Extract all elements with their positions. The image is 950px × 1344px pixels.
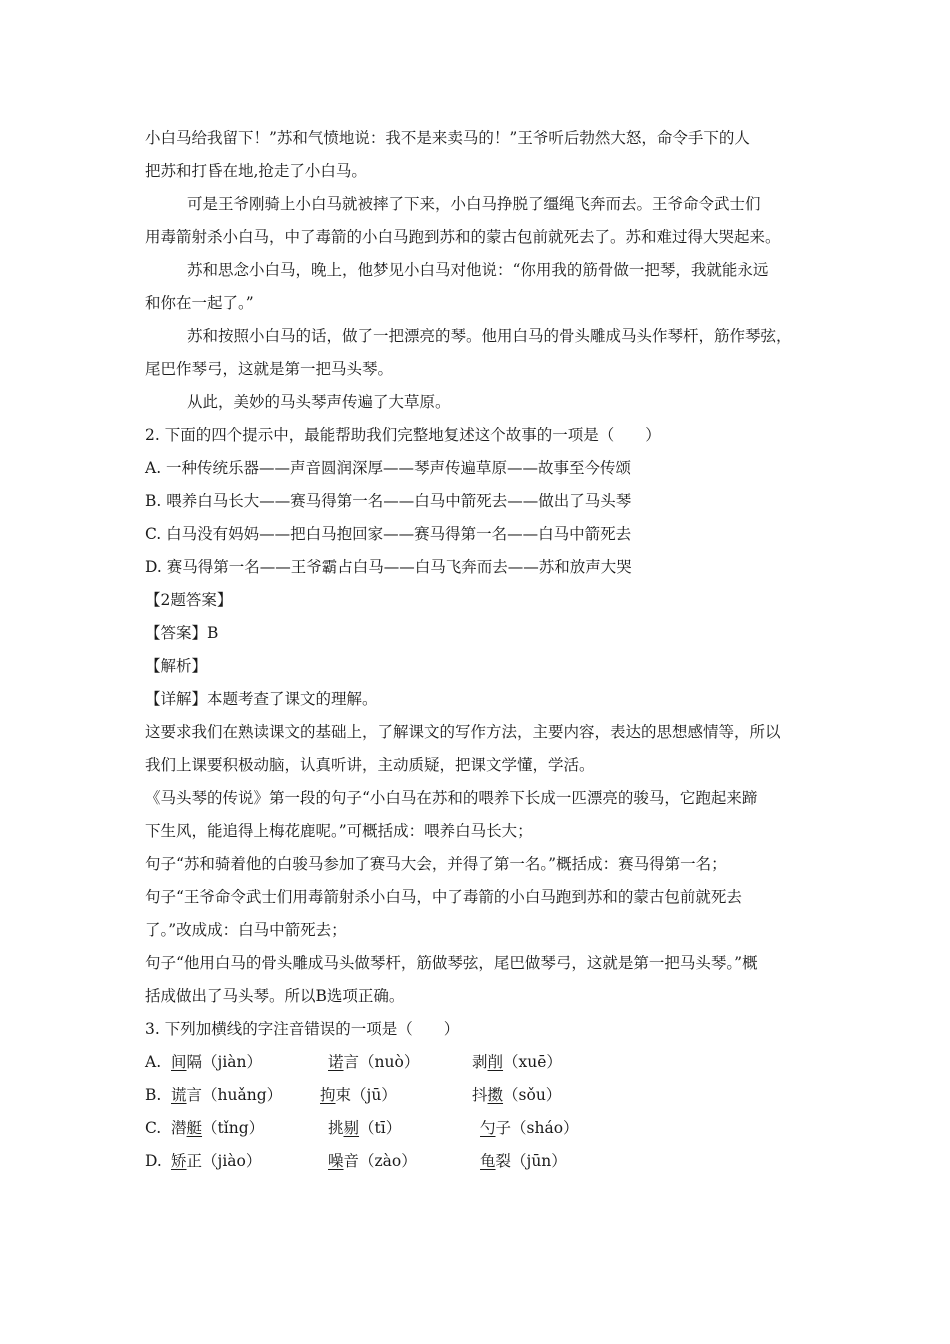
q2-option-b: B. 喂养白马长大——赛马得第一名——白马中箭死去——做出了马头琴 xyxy=(145,492,632,510)
q3-word: 抖擞（sǒu） xyxy=(472,1086,562,1104)
q3-word: 拘束（jū） xyxy=(320,1086,397,1104)
story-line: 小白马给我留下！”苏和气愤地说：我不是来卖马的！”王爷听后勃然大怒，命令手下的人 xyxy=(145,129,750,147)
question-2: 2. 下面的四个提示中，最能帮助我们完整地复述这个故事的一项是（ ） xyxy=(145,426,661,444)
explanation-line: 这要求我们在熟读课文的基础上，了解课文的写作方法，主要内容，表达的思想感情等，所以 xyxy=(145,723,781,741)
answer: 【答案】B xyxy=(145,624,219,642)
q3-word: 噪音（zào） xyxy=(328,1152,417,1170)
explanation-line: 句子“苏和骑着他的白骏马参加了赛马大会，并得了第一名。”概括成：赛马得第一名； xyxy=(145,855,727,873)
q3-word: 剥削（xuē） xyxy=(472,1053,562,1071)
story-line: 可是王爷刚骑上小白马就被摔了下来，小白马挣脱了缰绳飞奔而去。王爷命令武士们 xyxy=(187,195,761,213)
explanation-line: 下生风，能追得上梅花鹿呢。”可概括成：喂养白马长大； xyxy=(145,822,533,840)
q3-word: 诺言（nuò） xyxy=(328,1053,420,1071)
q3-option-label: B. xyxy=(145,1086,162,1104)
explanation-line: 《马头琴的传说》第一段的句子“小白马在苏和的喂养下长成一匹漂亮的骏马，它跑起来蹄 xyxy=(145,789,758,807)
q3-word: 潜艇（tǐng） xyxy=(171,1119,265,1137)
story-line: 从此，美妙的马头琴声传遍了大草原。 xyxy=(187,393,451,411)
q2-option-a: A. 一种传统乐器——声音圆润深厚——琴声传遍草原——故事至今传颂 xyxy=(145,459,632,477)
q3-word: 龟裂（jūn） xyxy=(480,1152,567,1170)
q2-option-d: D. 赛马得第一名——王爷霸占白马——白马飞奔而去——苏和放声大哭 xyxy=(145,558,632,576)
story-line: 苏和思念小白马，晚上，他梦见小白马对他说：“你用我的筋骨做一把琴，我就能永远 xyxy=(187,261,769,279)
question-3: 3. 下列加横线的字注音错误的一项是（ ） xyxy=(145,1020,460,1038)
explanation-line: 句子“他用白马的骨头雕成马头做琴杆，筋做琴弦，尾巴做琴弓，这就是第一把马头琴。”概 xyxy=(145,954,758,972)
story-line: 尾巴作琴弓，这就是第一把马头琴。 xyxy=(145,360,394,378)
story-line: 苏和按照小白马的话，做了一把漂亮的琴。他用白马的骨头雕成马头作琴杆，筋作琴弦， xyxy=(187,327,792,345)
q3-word: 挑剔（tī） xyxy=(328,1119,402,1137)
q3-option-label: C. xyxy=(145,1119,162,1137)
story-line: 用毒箭射杀小白马，中了毒箭的小白马跑到苏和的蒙古包前就死去了。苏和难过得大哭起来。 xyxy=(145,228,781,246)
explanation-line: 了。”改成成：白马中箭死去； xyxy=(145,921,347,939)
q3-word: 间隔（jiàn） xyxy=(171,1053,263,1071)
story-line: 和你在一起了。” xyxy=(145,294,254,312)
q3-option-label: D. xyxy=(145,1152,162,1170)
story-line: 把苏和打昏在地,抢走了小白马。 xyxy=(145,162,367,180)
detail-header: 【详解】本题考查了课文的理解。 xyxy=(145,690,378,708)
q3-option-label: A. xyxy=(145,1053,162,1071)
q3-word: 矫正（jiào） xyxy=(171,1152,262,1170)
explanation-line: 我们上课要积极动脑，认真听讲，主动质疑，把课文学懂，学活。 xyxy=(145,756,595,774)
explanation-line: 句子“王爷命令武士们用毒箭射杀小白马，中了毒箭的小白马跑到苏和的蒙古包前就死去 xyxy=(145,888,742,906)
analysis-header: 【解析】 xyxy=(145,657,208,675)
answer-header: 【2题答案】 xyxy=(145,591,233,609)
q2-option-c: C. 白马没有妈妈——把白马抱回家——赛马得第一名——白马中箭死去 xyxy=(145,525,632,543)
q3-word: 谎言（huǎng） xyxy=(171,1086,283,1104)
explanation-line: 括成做出了马头琴。所以B选项正确。 xyxy=(145,987,405,1005)
q3-word: 勺子（sháo） xyxy=(480,1119,579,1137)
